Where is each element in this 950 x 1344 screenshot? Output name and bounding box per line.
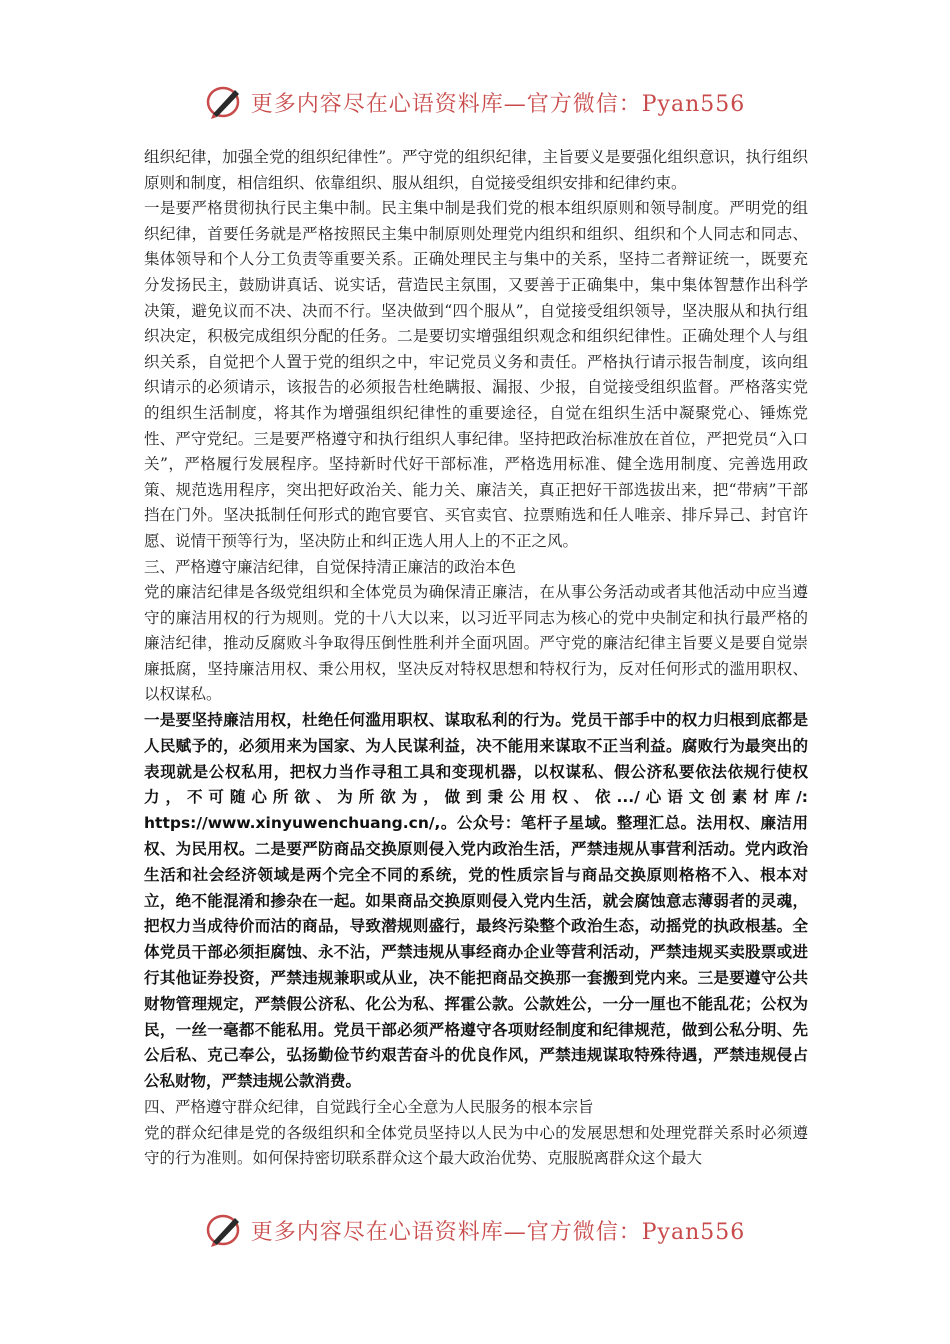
footer-banner — [0, 1210, 950, 1250]
paragraph: 党的群众纪律是党的各级组织和全体党员坚持以人民为中心的发展思想和处理党群关系时必须遵守的行为准则。如何保持密切联系群众这个最大政治优势、克服脱离群众这个最大 — [144, 1123, 808, 1168]
header-banner — [0, 82, 950, 122]
section-heading: 三、严格遵守廉洁纪律，自觉保持清正廉洁的政治本色 — [144, 557, 517, 576]
paragraph: 组织纪律，加强全党的组织纪律性”。严守党的组织纪律，主旨要义是要强化组织意识，执行组织原则和制度，相信组织、依靠组织、服从组织，自觉接受组织安排和纪律约束。 — [144, 148, 808, 192]
pen-logo-icon — [205, 84, 245, 120]
section-heading: 四、严格遵守群众纪律，自觉践行全心全意为人民服务的根本宗旨 — [144, 1098, 594, 1117]
paragraph-bold: 一是要坚持廉洁用权，杜绝任何滥用职权、谋取私利的行为。党员干部手中的权力归根到底都是人民赋予的，必须用来为国家、为人民谋利益，决不能用来谋取不正当利益。腐败行为最突出的表现就是公权私用，把权力当作寻租工具和变现机器，以权谋私、假公济私要依法依规行使权力，不可随心所欲、为所欲为，做到秉公用权、依.../心语文创素材库/: https://www.xinyuwenchuang.cn/,。公众号：笔杆子星域。整理汇总。法用权、廉洁用权、为民用权。二是要严防商品交换原则侵入党内政治生活，严禁违规从事营利活动。党内政治生活和社会经济领域是两个完全不同的系统，党的性质宗旨与商品交换原则格格不入、根本对立，绝不能混淆和掺杂在一起。如果商品交换原则侵入党内生活，就会腐蚀意志薄弱者的灵魂，把权力当成待价而沽的商品，导致潜规则盛行，最终污染整个政治生态，动摇党的执政根基。全体党员干部必须拒腐蚀、永不沾，严禁违规从事经商办企业等营利活动，严禁违规买卖股票或进行其他证券投资，严禁违规兼职或从业，决不能把商品交换那一套搬到党内来。三是要遵守公共财物管理规定，严禁假公济私、化公为私、挥霍公款。公款姓公，一分一厘也不能乱花；公权为民，一丝一毫都不能私用。党员干部必须严格遵守各项财经制度和纪律规范，做到公私分明、先公后私、克己奉公，弘扬勤俭节约艰苦奋斗的优良作风，严禁违规谋取特殊待遇，严禁违规侵占公私财物，严禁违规公款消费。 — [144, 711, 808, 1091]
banner-text: 更多内容尽在心语资料库—官方微信：Pyan556 — [250, 91, 746, 117]
paragraph: 一是要严格贯彻执行民主集中制。民主集中制是我们党的根本组织原则和领导制度。严明党的组织纪律，首要任务就是严格按照民主集中制原则处理党内组织和组织、组织和个人同志和同志、集体领导和个人分工负责等重要关系。正确处理民主与集中的关系，坚持二者辩证统一，既要充分发扬民主，鼓励讲真话、说实话，营造民主氛围，又要善于正确集中，集中集体智慧作出科学决策，避免议而不决、决而不行。坚决做到“四个服从”，自觉接受组织领导，坚决服从和执行组织决定，积极完成组织分配的任务。二是要切实增强组织观念和组织纪律性。正确处理个人与组织关系，自觉把个人置于党的组织之中，牢记党员义务和责任。严格执行请示报告制度，该向组织请示的必须请示，该报告的必须报告杜绝瞒报、漏报、少报，自觉接受组织监督。严格落实党的组织生活制度，将其作为增强组织纪律性的重要途径，自觉在组织生活中凝聚党心、锤炼党性、严守党纪。三是要严格遵守和执行组织人事纪律。坚持把政治标准放在首位，严把党员“入口关”，严格履行发展程序。坚持新时代好干部标准，严格选用标准、健全选用制度、完善选用政策、规范选用程序，突出把好政治关、能力关、廉洁关，真正把好干部选拔出来，把“带病”干部挡在门外。坚决抵制任何形式的跑官要官、买官卖官、拉票贿选和任人唯亲、排斥异己、封官许愿、说情干预等行为，坚决防止和纠正选人用人上的不正之风。 — [144, 199, 808, 550]
banner-text: 更多内容尽在心语资料库—官方微信：Pyan556 — [250, 1219, 746, 1245]
paragraph: 党的廉洁纪律是各级党组织和全体党员为确保清正廉洁，在从事公务活动或者其他活动中应当遵守的廉洁用权的行为规则。党的十八大以来，以习近平同志为核心的党中央制定和执行最严格的廉洁纪律，推动反腐败斗争取得压倒性胜利并全面巩固。严守党的廉洁纪律主旨要义是要自觉崇廉抵腐，坚持廉洁用权、秉公用权，坚决反对特权思想和特权行为，反对任何形式的滥用职权、以权谋私。 — [144, 583, 808, 704]
document-body — [144, 145, 808, 1172]
pen-logo-icon — [205, 1212, 245, 1248]
